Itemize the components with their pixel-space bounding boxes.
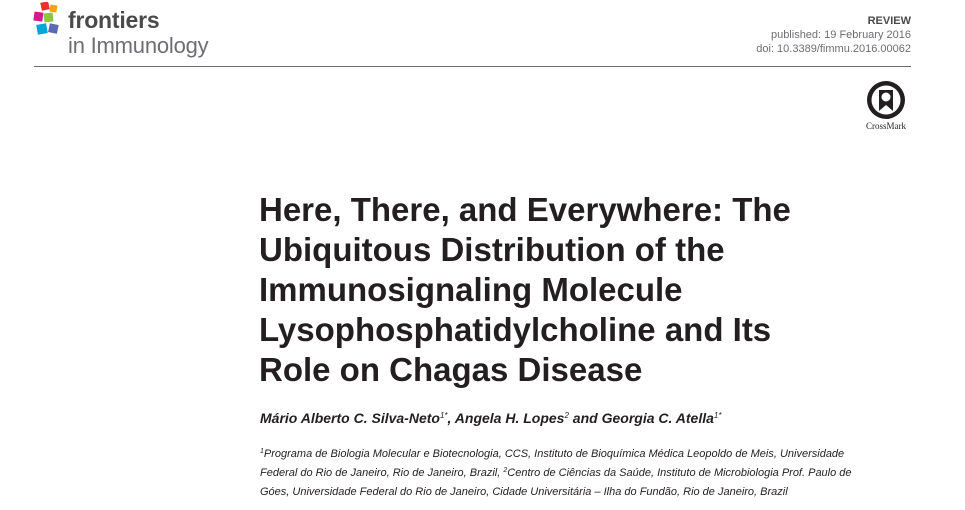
- affiliation-text: Programa de Biologia Molecular e Biotecnologia, CCS, Instituto de Bioquímica Médica Leopoldo de Meis, Universidade: [263, 448, 845, 460]
- title-line: Here, There, and Everywhere: The: [259, 191, 791, 228]
- title-line: Immunosignaling Molecule: [259, 271, 683, 308]
- crossmark-label: CrossMark: [866, 121, 906, 131]
- affiliation-line: [260, 464, 910, 483]
- author-affiliation-mark: 1*: [713, 411, 722, 420]
- title-line: Ubiquitous Distribution of the: [259, 231, 725, 268]
- crossmark-badge[interactable]: [858, 80, 914, 132]
- author-separator: ,: [447, 410, 455, 426]
- logo-brand-text: frontiers: [68, 7, 160, 33]
- author-list: [260, 408, 721, 428]
- author-affiliation-mark: 2: [564, 411, 569, 420]
- affiliation-text: Federal do Rio de Janeiro, Rio de Janeiro, Brazil,: [260, 467, 504, 479]
- article-title: [259, 190, 919, 390]
- affiliation-text: Góes, Universidade Federal do Rio de Janeiro, Cidade Universitária – Ilha do Fundão, Rio de Janeiro, Brazil: [260, 486, 788, 498]
- affiliation-list: [260, 445, 910, 502]
- affiliation-text: Centro de Ciências da Saúde, Instituto de Microbiologia Prof. Paulo de: [507, 467, 852, 479]
- published-date: published: 19 February 2016: [770, 29, 911, 41]
- doi-link[interactable]: doi: 10.3389/fimmu.2016.00062: [756, 43, 911, 55]
- author-name[interactable]: Georgia C. Atella: [601, 410, 714, 426]
- affiliation-number: 2: [503, 467, 508, 474]
- author-affiliation-mark: 1*: [439, 411, 448, 420]
- logo-journal-text: in Immunology: [68, 33, 209, 58]
- affiliation-number: 1: [260, 448, 264, 455]
- author-name[interactable]: Angela H. Lopes: [454, 410, 565, 426]
- article-type: REVIEW: [867, 15, 911, 27]
- journal-logo: [33, 2, 263, 62]
- header-divider: [34, 66, 911, 67]
- affiliation-line: [260, 483, 910, 502]
- author-separator: and: [568, 410, 602, 426]
- frontiers-logo-icon: [33, 2, 67, 38]
- crossmark-icon: [866, 80, 906, 120]
- article-meta: [756, 14, 911, 56]
- author-name[interactable]: Mário Alberto C. Silva-Neto: [260, 410, 440, 426]
- title-line: Lysophosphatidylcholine and Its: [259, 311, 772, 348]
- title-line: Role on Chagas Disease: [259, 351, 643, 388]
- affiliation-line: [260, 445, 910, 464]
